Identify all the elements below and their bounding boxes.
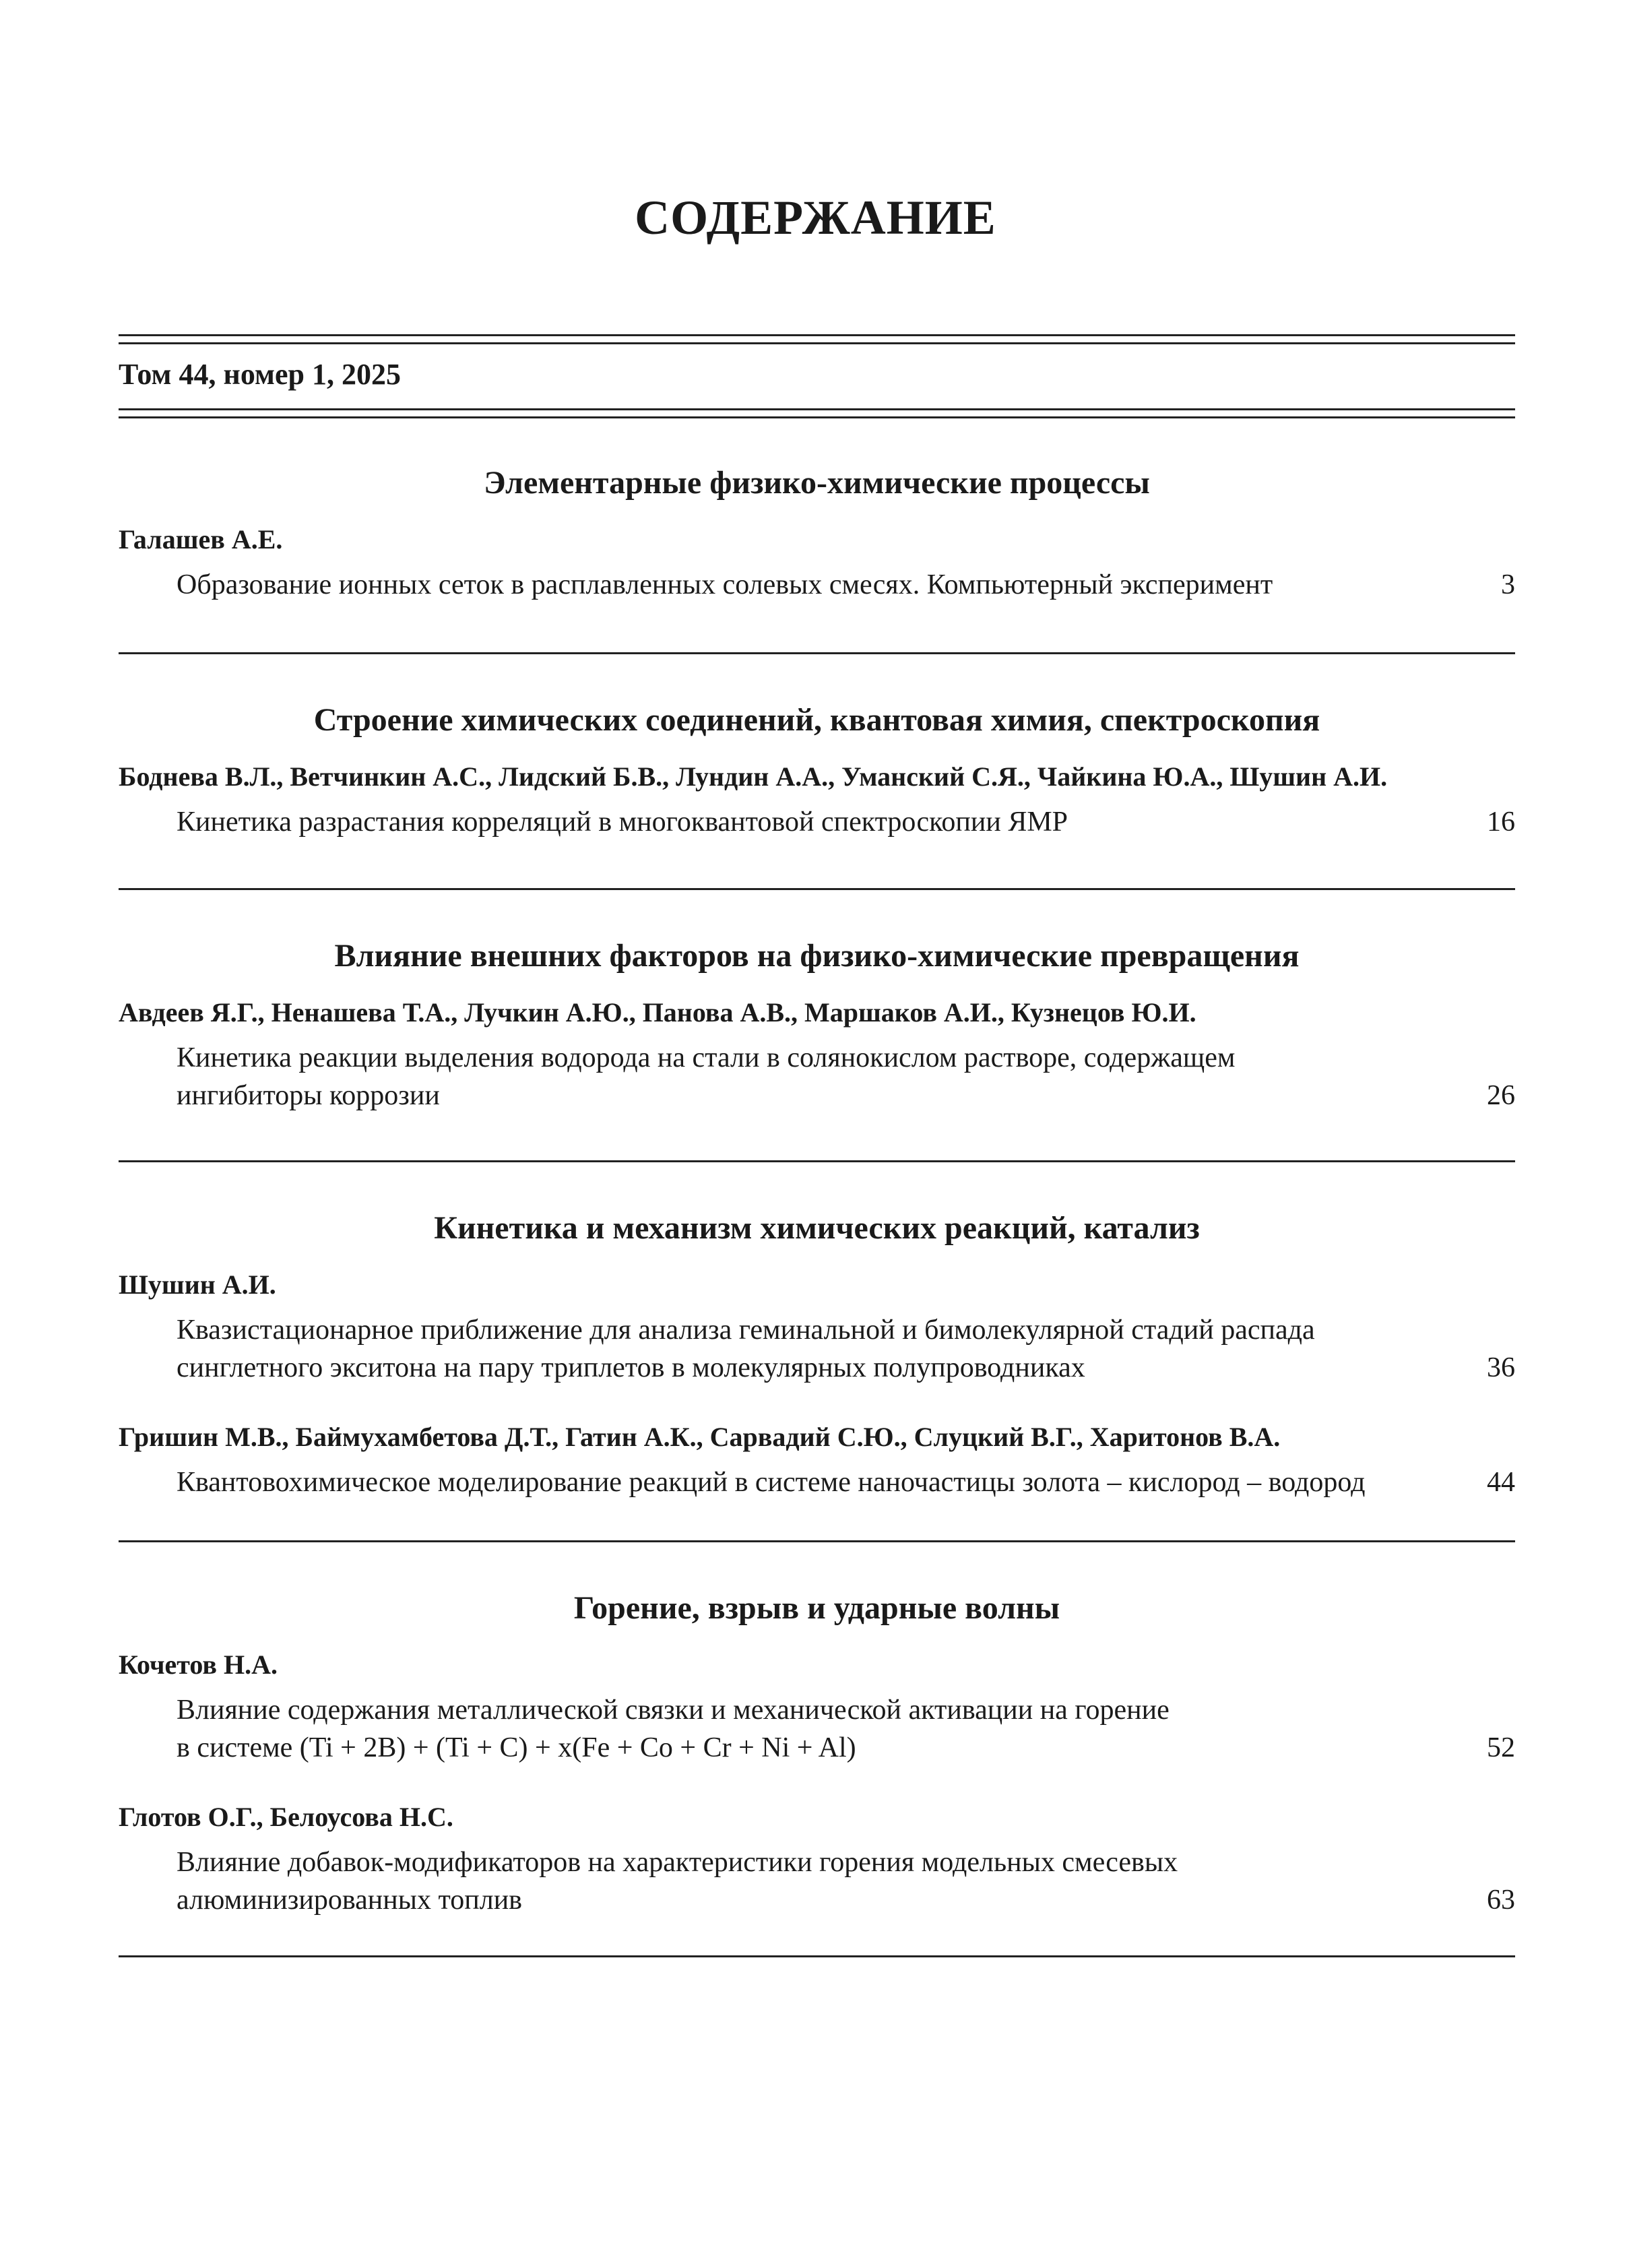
article-authors: Галашев А.Е. — [119, 524, 283, 555]
article-authors: Авдеев Я.Г., Ненашева Т.А., Лучкин А.Ю., Панова А.В., Маршаков А.И., Кузнецов Ю.И. — [119, 997, 1196, 1028]
page-number: 36 — [1487, 1352, 1515, 1383]
article-authors: Боднева В.Л., Ветчинкин А.С., Лидский Б.В., Лундин А.А., Уманский С.Я., Чайкина Ю.А., Шушин А.И. — [119, 761, 1388, 792]
toc-entry[interactable] — [119, 1844, 1515, 1919]
section-title: Кинетика и механизм химических реакций, катализ — [434, 1210, 1200, 1246]
section-divider — [119, 1955, 1515, 1957]
article-title[interactable]: Влияние добавок-модификаторов на характеристики горения модельных смесевых алюминизированных топлив — [177, 1847, 1178, 1916]
toc-entry[interactable] — [119, 1311, 1515, 1387]
page-number: 26 — [1487, 1080, 1515, 1111]
page-title: СОДЕРЖАНИЕ — [635, 191, 996, 245]
toc-entry[interactable] — [119, 1691, 1515, 1767]
section-title: Горение, взрыв и ударные волны — [573, 1590, 1060, 1626]
toc-section — [119, 697, 1515, 841]
article-title[interactable]: Кинетика разрастания корреляций в многоквантовой спектроскопии ЯМР — [177, 807, 1068, 838]
page-number: 16 — [1487, 807, 1515, 838]
section-divider — [119, 888, 1515, 890]
article-title[interactable]: Образование ионных сеток в расплавленных солевых смесях. Компьютерный эксперимент — [177, 569, 1273, 600]
volume-rule-2 — [119, 416, 1515, 418]
article-title[interactable]: Кинетика реакции выделения водорода на стали в солянокислом растворе, содержащем ингибиторы коррозии — [177, 1042, 1236, 1111]
toc-section — [119, 460, 1515, 604]
article-authors: Кочетов Н.А. — [119, 1649, 278, 1680]
section-divider — [119, 1160, 1515, 1162]
section-title: Влияние внешних факторов на физико-химические превращения — [334, 938, 1300, 974]
top-rule-2 — [119, 342, 1515, 344]
page-number: 52 — [1487, 1732, 1515, 1763]
volume-rule-1 — [119, 408, 1515, 410]
toc-entry[interactable] — [119, 1463, 1515, 1501]
page-number: 63 — [1487, 1885, 1515, 1916]
article-authors: Гришин М.В., Баймухамбетова Д.Т., Гатин А.К., Сарвадий С.Ю., Слуцкий В.Г., Харитонов В.А. — [119, 1422, 1281, 1452]
toc-section — [119, 1205, 1515, 1501]
section-divider — [119, 1540, 1515, 1542]
toc-section — [119, 1585, 1515, 1919]
article-authors: Шушин А.И. — [119, 1269, 276, 1300]
toc-section — [119, 933, 1515, 1114]
toc-entry[interactable] — [119, 566, 1515, 604]
volume-info: Том 44, номер 1, 2025 — [119, 358, 401, 391]
article-title[interactable]: Квазистационарное приближение для анализа геминальной и бимолекулярной стадий распада синглетного экситона на пару триплетов в молекулярных полупроводниках — [177, 1315, 1315, 1383]
page-number: 3 — [1501, 569, 1515, 600]
top-rule-1 — [119, 334, 1515, 336]
article-authors: Глотов О.Г., Белоусова Н.С. — [119, 1802, 453, 1832]
section-divider — [119, 652, 1515, 654]
article-title[interactable]: Влияние содержания металлической связки и механической активации на горение в системе (Ti + 2B) + (Ti + C) + x(Fe + Co + Cr + Ni + Al) — [177, 1695, 1170, 1763]
section-title: Строение химических соединений, квантовая химия, спектроскопия — [313, 702, 1320, 738]
article-title[interactable]: Квантовохимическое моделирование реакций в системе наночастицы золота – кислород – водород — [177, 1467, 1366, 1498]
toc-entry[interactable] — [119, 803, 1515, 841]
toc-entry[interactable] — [119, 1039, 1515, 1114]
section-title: Элементарные физико-химические процессы — [484, 465, 1150, 501]
page-number: 44 — [1487, 1467, 1515, 1498]
